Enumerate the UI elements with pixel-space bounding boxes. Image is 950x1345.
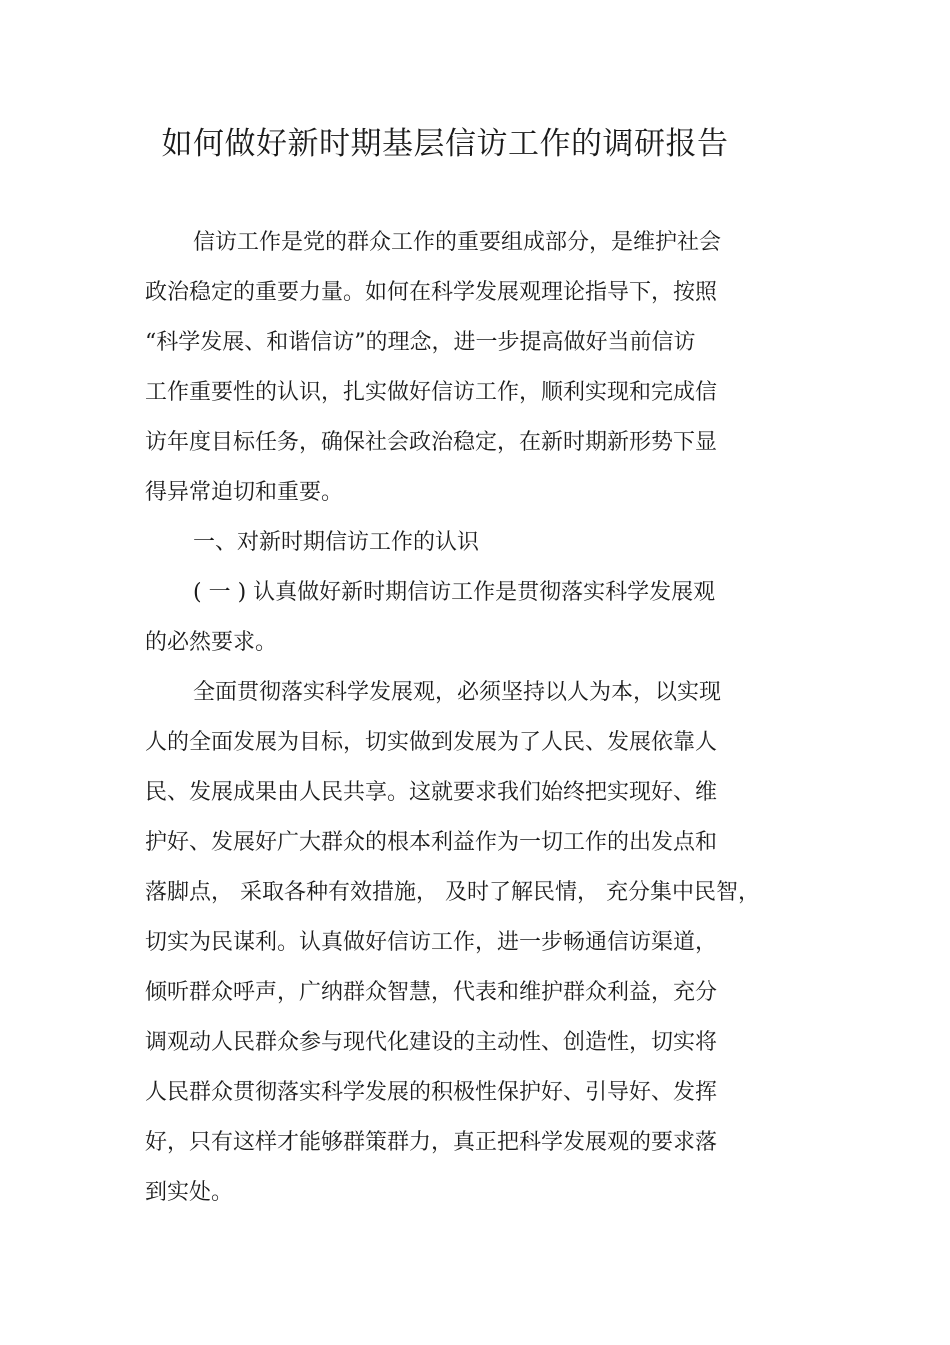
body-text-line: 工作重要性的认识，扎实做好信访工作，顺利实现和完成信 bbox=[145, 380, 718, 405]
document-body bbox=[145, 218, 805, 1218]
body-text-line: ( 一 ) 认真做好新时期信访工作是贯彻落实科学发展观 bbox=[193, 580, 716, 605]
body-text-line: 民、发展成果由人民共享。这就要求我们始终把实现好、维 bbox=[145, 780, 718, 805]
body-text-line: 得异常迫切和重要。 bbox=[145, 480, 344, 505]
body-text-line: 调观动人民群众参与现代化建设的主动性、创造性，切实将 bbox=[145, 1030, 718, 1055]
body-text-line: 的必然要求。 bbox=[145, 630, 278, 655]
body-text-line: 一、对新时期信访工作的认识 bbox=[193, 530, 480, 555]
body-text-line: “科学发展、和谐信访”的理念，进一步提高做好当前信访 bbox=[145, 330, 696, 355]
body-text-line: 信访工作是党的群众工作的重要组成部分，是维护社会 bbox=[193, 230, 722, 255]
document-title bbox=[0, 118, 890, 170]
body-text-line: 切实为民谋利。认真做好信访工作，进一步畅通信访渠道， bbox=[145, 930, 718, 955]
body-text-line: 护好、发展好广大群众的根本利益作为一切工作的出发点和 bbox=[145, 830, 718, 855]
body-text-line: 人民群众贯彻落实科学发展的积极性保护好、引导好、发挥 bbox=[145, 1080, 718, 1105]
document-title-text: 如何做好新时期基层信访工作的调研报告 bbox=[161, 126, 729, 162]
body-text-line: 好，只有这样才能够群策群力，真正把科学发展观的要求落 bbox=[145, 1130, 718, 1155]
body-text-line: 人的全面发展为目标，切实做到发展为了人民、发展依靠人 bbox=[145, 730, 718, 755]
body-text-line: 政治稳定的重要力量。如何在科学发展观理论指导下，按照 bbox=[145, 280, 718, 305]
body-text-line: 访年度目标任务，确保社会政治稳定，在新时期新形势下显 bbox=[145, 430, 718, 455]
body-text-line: 全面贯彻落实科学发展观，必须坚持以人为本，以实现 bbox=[193, 680, 722, 705]
body-text-line: 到实处。 bbox=[145, 1180, 234, 1205]
body-text-line: 落脚点， 采取各种有效措施， 及时了解民情， 充分集中民智， bbox=[145, 880, 760, 905]
body-text-line: 倾听群众呼声，广纳群众智慧，代表和维护群众利益，充分 bbox=[145, 980, 718, 1005]
